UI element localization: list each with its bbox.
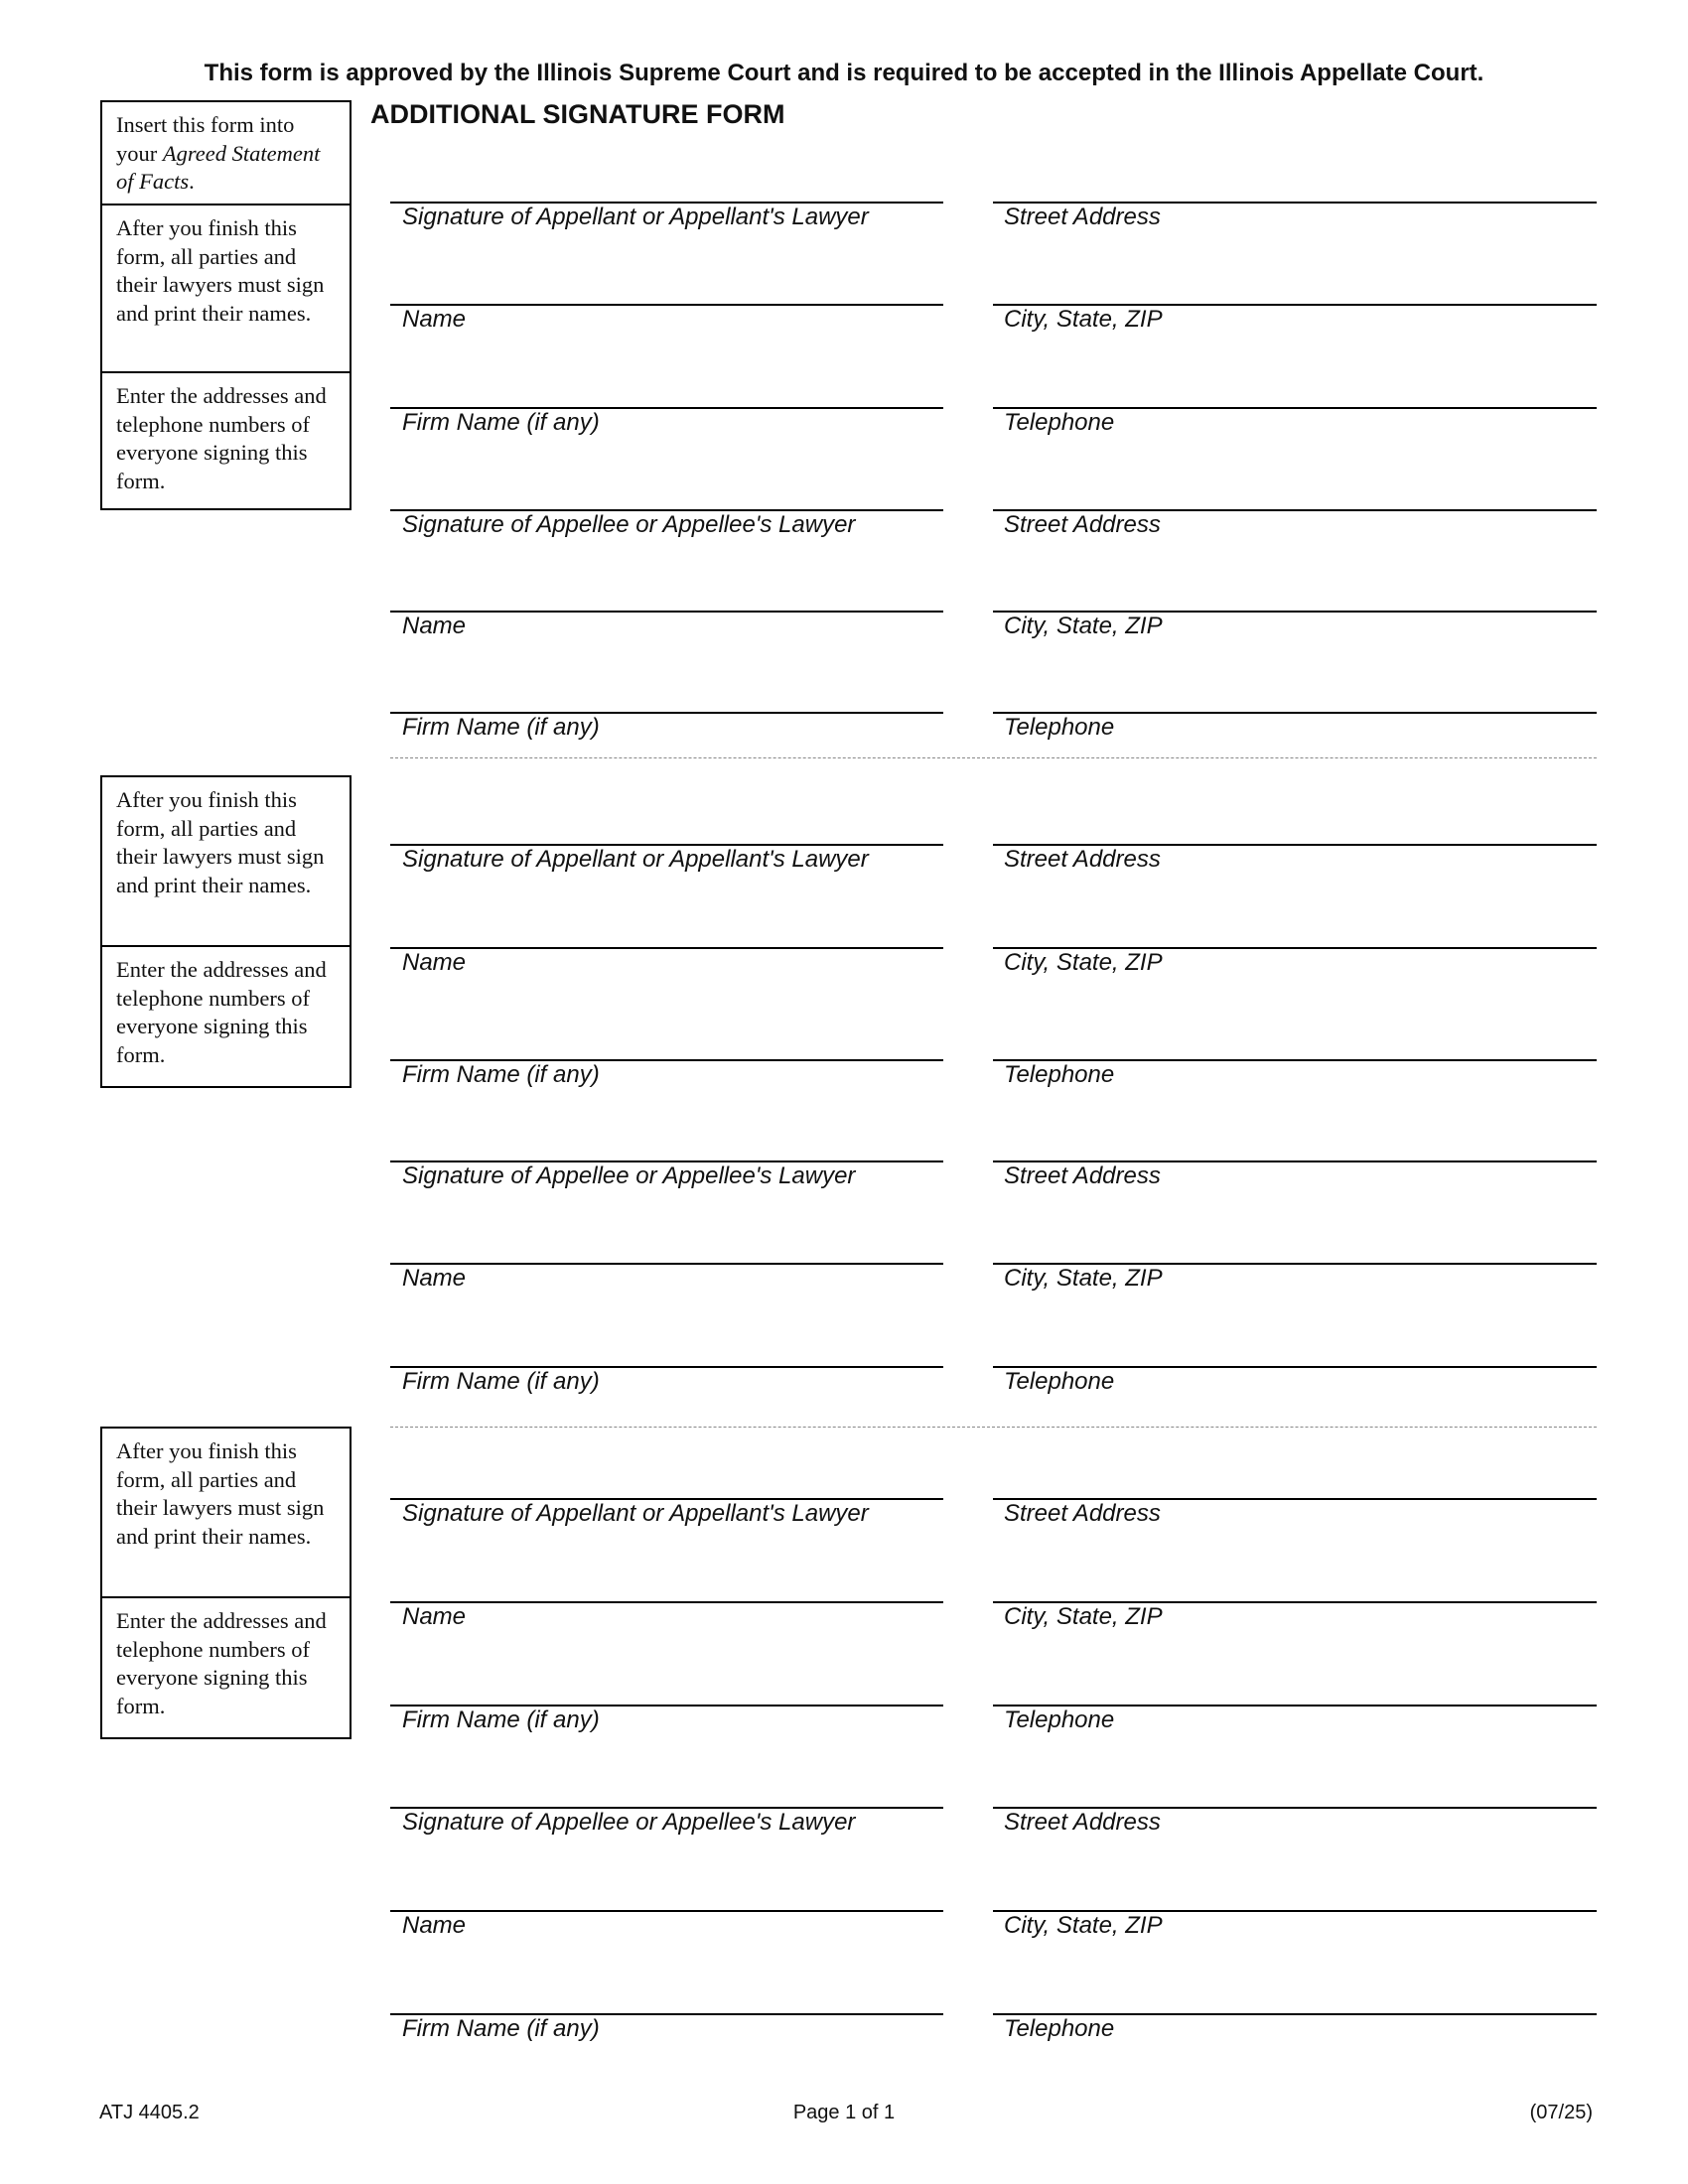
- name-label: Name: [402, 1912, 467, 1939]
- street-address-label: Street Address: [1004, 1500, 1161, 1527]
- city-state-zip-label: City, State, ZIP: [1004, 306, 1163, 333]
- telephone-label: Telephone: [1004, 1061, 1115, 1088]
- firm-name-label: Firm Name (if any): [402, 409, 600, 436]
- telephone-label: Telephone: [1004, 1368, 1115, 1395]
- city-state-zip-label: City, State, ZIP: [1004, 1912, 1163, 1939]
- street-address-label: Street Address: [1004, 1162, 1161, 1189]
- appellant-signature-label: Signature of Appellant or Appellant's Lawyer: [402, 204, 869, 230]
- name-label: Name: [402, 613, 467, 639]
- name-line[interactable]: [390, 611, 943, 613]
- telephone-label: Telephone: [1004, 714, 1115, 741]
- insert-instruction-box: [100, 100, 352, 205]
- telephone-label: Telephone: [1004, 1706, 1115, 1733]
- firm-name-label: Firm Name (if any): [402, 2015, 600, 2042]
- name-line[interactable]: [390, 1601, 943, 1603]
- approval-header: This form is approved by the Illinois Supreme Court and is required to be accepted in the Illinois Appellate Court.: [204, 60, 1484, 86]
- firm-name-label: Firm Name (if any): [402, 714, 600, 741]
- telephone-label: Telephone: [1004, 2015, 1115, 2042]
- street-address-label: Street Address: [1004, 204, 1161, 230]
- firm-name-label: Firm Name (if any): [402, 1061, 600, 1088]
- firm-name-label: Firm Name (if any): [402, 1706, 600, 1733]
- insert-text-before: Insert this form into your: [116, 112, 295, 166]
- city-state-zip-label: City, State, ZIP: [1004, 949, 1163, 976]
- name-line[interactable]: [390, 1263, 943, 1265]
- name-label: Name: [402, 949, 467, 976]
- insert-text-after: .: [189, 169, 195, 194]
- city-state-zip-label: City, State, ZIP: [1004, 1603, 1163, 1630]
- firm-name-label: Firm Name (if any): [402, 1368, 600, 1395]
- appellee-signature-label: Signature of Appellee or Appellee's Lawyer: [402, 1809, 856, 1836]
- form-id: ATJ 4405.2: [99, 2102, 200, 2123]
- page-number: Page 1 of 1: [792, 2102, 896, 2123]
- name-label: Name: [402, 1265, 467, 1292]
- appellant-signature-label: Signature of Appellant or Appellant's Lawyer: [402, 1500, 869, 1527]
- appellant-signature-label: Signature of Appellant or Appellant's Lawyer: [402, 846, 869, 873]
- revision-date: (07/25): [1529, 2102, 1593, 2123]
- appellee-signature-label: Signature of Appellee or Appellee's Lawyer: [402, 1162, 856, 1189]
- street-address-label: Street Address: [1004, 511, 1161, 538]
- appellee-signature-label: Signature of Appellee or Appellee's Lawyer: [402, 511, 856, 538]
- street-address-label: Street Address: [1004, 1809, 1161, 1836]
- name-label: Name: [402, 306, 467, 333]
- address-instruction-box: Enter the addresses and telephone numbers of everyone signing this form.: [100, 371, 352, 510]
- street-address-label: Street Address: [1004, 846, 1161, 873]
- section-separator: [390, 1427, 1597, 1428]
- city-state-zip-label: City, State, ZIP: [1004, 613, 1163, 639]
- city-state-zip-label: City, State, ZIP: [1004, 1265, 1163, 1292]
- insert-text-emphasis: Agreed Statement of Facts: [116, 140, 321, 194]
- name-line[interactable]: [390, 304, 943, 306]
- form-title: ADDITIONAL SIGNATURE FORM: [370, 99, 785, 129]
- name-line[interactable]: [390, 1910, 943, 1912]
- address-instruction-box: Enter the addresses and telephone numbers of everyone signing this form.: [100, 1596, 352, 1739]
- telephone-label: Telephone: [1004, 409, 1115, 436]
- sign-instruction-box: After you finish this form, all parties and their lawyers must sign and print their names.: [100, 204, 352, 373]
- sign-instruction-box: After you finish this form, all parties and their lawyers must sign and print their names.: [100, 1427, 352, 1598]
- name-label: Name: [402, 1603, 467, 1630]
- sign-instruction-box: After you finish this form, all parties and their lawyers must sign and print their names.: [100, 775, 352, 947]
- name-line[interactable]: [390, 947, 943, 949]
- address-instruction-box: Enter the addresses and telephone numbers of everyone signing this form.: [100, 945, 352, 1088]
- section-separator: [390, 757, 1597, 758]
